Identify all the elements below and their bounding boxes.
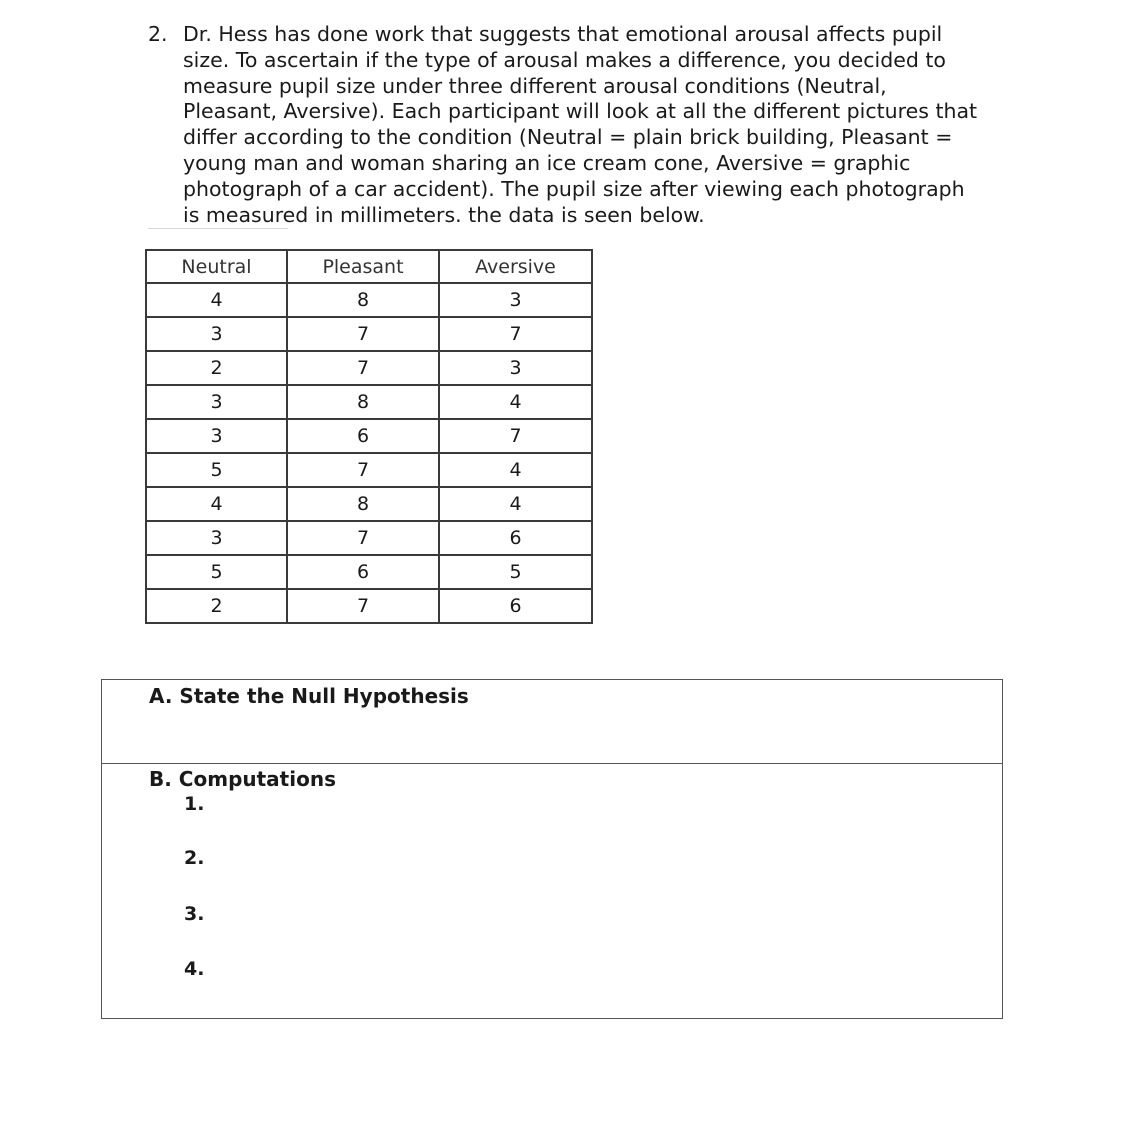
table-cell: 4: [146, 283, 287, 317]
question-line: photograph of a car accident). The pupil size after viewing each photograph: [183, 176, 965, 201]
table-cell: 7: [287, 521, 439, 555]
table-cell: 7: [287, 453, 439, 487]
table-row: [146, 589, 592, 623]
computations-title: B. Computations: [149, 767, 336, 791]
table-cell: 6: [287, 419, 439, 453]
null-hypothesis-box[interactable]: [101, 679, 1003, 765]
table-cell: 4: [146, 487, 287, 521]
table-cell: 4: [439, 385, 592, 419]
table-cell: 4: [439, 487, 592, 521]
table-cell: 7: [287, 589, 439, 623]
table-cell: 3: [439, 351, 592, 385]
table-cell: 7: [287, 351, 439, 385]
table-row: [146, 521, 592, 555]
table-row: [146, 487, 592, 521]
table-row: [146, 317, 592, 351]
header-neutral: Neutral: [146, 250, 287, 283]
computation-item-4: 4.: [184, 958, 205, 980]
computation-item-2: 2.: [184, 847, 205, 869]
table-cell: 7: [439, 419, 592, 453]
table-cell: 7: [287, 317, 439, 351]
table-row: [146, 453, 592, 487]
divider: [148, 228, 288, 229]
table-row: [146, 555, 592, 589]
table-cell: 2: [146, 589, 287, 623]
question-line: Pleasant, Aversive). Each participant will look at all the different pictures that: [183, 99, 978, 124]
table-cell: 4: [439, 453, 592, 487]
table-cell: 8: [287, 283, 439, 317]
computations-box[interactable]: [101, 763, 1003, 1019]
table-cell: 6: [287, 555, 439, 589]
header-aversive: Aversive: [439, 250, 592, 283]
table-cell: 8: [287, 487, 439, 521]
table-cell: 3: [146, 385, 287, 419]
table-row: [146, 419, 592, 453]
table-row: [146, 351, 592, 385]
header-pleasant: Pleasant: [287, 250, 439, 283]
question-line: young man and woman sharing an ice cream cone, Aversive = graphic: [183, 150, 911, 175]
table-cell: 3: [146, 521, 287, 555]
table-cell: 5: [146, 555, 287, 589]
question-line: differ according to the condition (Neutral = plain brick building, Pleasant =: [183, 125, 953, 150]
question-line: is measured in millimeters. the data is seen below.: [183, 202, 705, 227]
table-header-row: [146, 250, 592, 283]
question-line: Dr. Hess has done work that suggests that emotional arousal affects pupil: [183, 22, 943, 46]
question-text: [183, 22, 1028, 228]
computation-item-3: 3.: [184, 903, 205, 925]
data-table: [145, 249, 593, 624]
table-row: [146, 283, 592, 317]
table-cell: 6: [439, 589, 592, 623]
table-cell: 2: [146, 351, 287, 385]
table-cell: 3: [146, 419, 287, 453]
table-cell: 3: [439, 283, 592, 317]
table-cell: 8: [287, 385, 439, 419]
table-cell: 3: [146, 317, 287, 351]
question-number: 2.: [148, 22, 168, 46]
null-hypothesis-title: A. State the Null Hypothesis: [149, 684, 469, 708]
table-row: [146, 385, 592, 419]
table-cell: 6: [439, 521, 592, 555]
table-cell: 7: [439, 317, 592, 351]
table-cell: 5: [439, 555, 592, 589]
question-block: [148, 22, 1028, 228]
question-line: size. To ascertain if the type of arousal makes a difference, you decided to: [183, 47, 946, 72]
computation-item-1: 1.: [184, 793, 205, 815]
question-line: measure pupil size under three different arousal conditions (Neutral,: [183, 73, 887, 98]
table-cell: 5: [146, 453, 287, 487]
